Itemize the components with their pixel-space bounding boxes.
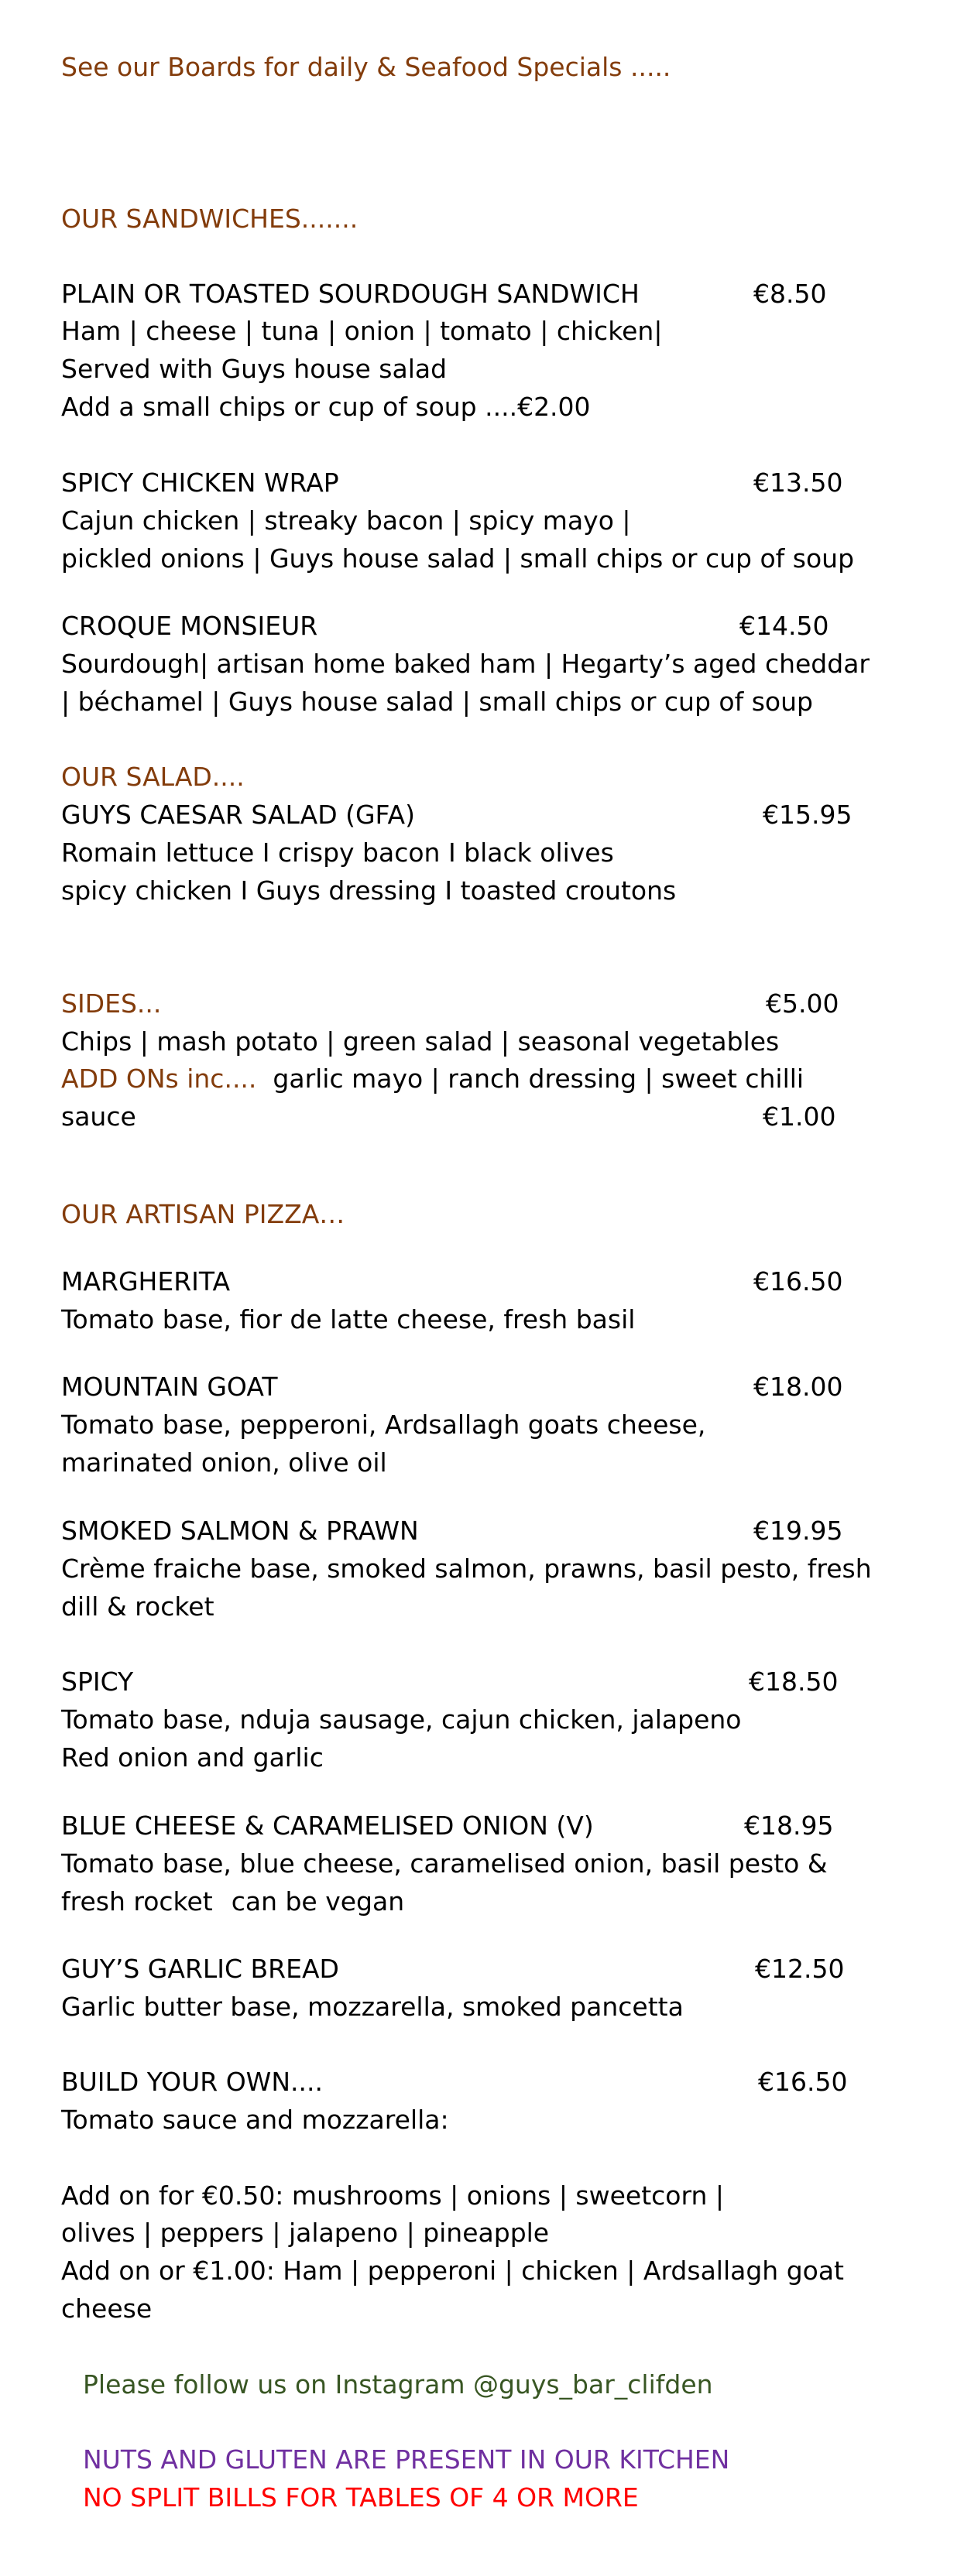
margherita-desc: Tomato base, fior de latte cheese, fresh basil	[61, 1304, 636, 1334]
sides-desc: Chips | mash potato | green salad | seasonal vegetables	[61, 1026, 780, 1057]
caesar-salad-price: €15.95	[763, 800, 853, 830]
mountain-goat-price: €18.00	[753, 1372, 843, 1402]
garlic-bread-name: GUY’S GARLIC BREAD	[61, 1954, 339, 1984]
salad-heading: OUR SALAD....	[61, 762, 245, 792]
plain-sandwich-desc-2: Served with Guys house salad	[61, 354, 448, 384]
blue-cheese-name: BLUE CHEESE & CARAMELISED ONION (V)	[61, 1810, 594, 1841]
salmon-prawn-name: SMOKED SALMON & PRAWN	[61, 1516, 419, 1546]
build-your-own-base: Tomato sauce and mozzarella:	[61, 2105, 449, 2135]
instagram-note: Please follow us on Instagram @guys_bar_clifden	[83, 2369, 713, 2400]
addons-price: €1.00	[763, 1101, 836, 1132]
garlic-bread-desc: Garlic butter base, mozzarella, smoked pancetta	[61, 1992, 684, 2022]
build-your-own-name: BUILD YOUR OWN....	[61, 2067, 323, 2097]
allergen-warning: NUTS AND GLUTEN ARE PRESENT IN OUR KITCHEN	[83, 2444, 730, 2475]
plain-sandwich-price: €8.50	[753, 279, 827, 309]
spicy-pizza-desc: Tomato base, nduja sausage, cajun chicken, jalapeno	[61, 1704, 742, 1735]
specials-note: See our Boards for daily & Seafood Specials .....	[61, 52, 671, 82]
wrap-name: SPICY CHICKEN WRAP	[61, 468, 339, 498]
wrap-desc: Cajun chicken | streaky bacon | spicy mayo |	[61, 505, 631, 536]
croque-name: CROQUE MONSIEUR	[61, 611, 318, 641]
add-on-050-text: mushrooms | onions | sweetcorn |	[283, 2180, 724, 2211]
mountain-goat-desc-2: marinated onion, olive oil	[61, 1447, 387, 1478]
margherita-name: MARGHERITA	[61, 1266, 231, 1297]
add-on-100-text-2: cheese	[61, 2293, 153, 2324]
caesar-salad-name: GUYS CAESAR SALAD (GFA)	[61, 800, 415, 830]
croque-desc: Sourdough| artisan home baked ham | Hegarty’s aged cheddar	[61, 649, 870, 679]
caesar-salad-desc: Romain lettuce I crispy bacon I black olives	[61, 838, 614, 868]
plain-sandwich-addon: Add a small chips or cup of soup ....€2.00	[61, 392, 591, 422]
salmon-prawn-desc: Crème fraiche base, smoked salmon, prawns, basil pesto, fresh	[61, 1553, 872, 1584]
add-on-050-text-2: olives | peppers | jalapeno | pineapple	[61, 2218, 550, 2248]
blue-cheese-price: €18.95	[744, 1810, 834, 1841]
blue-cheese-desc-2a: fresh rocket	[61, 1886, 213, 1917]
sandwiches-heading: OUR SANDWICHES.......	[61, 204, 358, 234]
spicy-pizza-price: €18.50	[749, 1667, 839, 1697]
blue-cheese-desc: Tomato base, blue cheese, caramelised onion, basil pesto &	[61, 1848, 828, 1879]
addons-label: ADD ONs inc....	[61, 1064, 257, 1094]
addons-text-2: sauce	[61, 1101, 136, 1132]
salmon-prawn-desc-2: dill & rocket	[61, 1591, 214, 1622]
spicy-pizza-desc-2: Red onion and garlic	[61, 1742, 324, 1773]
garlic-bread-price: €12.50	[755, 1954, 845, 1984]
spicy-pizza-name: SPICY	[61, 1667, 134, 1697]
margherita-price: €16.50	[753, 1266, 843, 1297]
sides-heading: SIDES...	[61, 988, 162, 1019]
plain-sandwich-name: PLAIN OR TOASTED SOURDOUGH SANDWICH	[61, 279, 640, 309]
wrap-desc-2: pickled onions | Guys house salad | small chips or cup of soup	[61, 543, 855, 574]
add-on-050-label: Add on for €0.50:	[61, 2180, 284, 2211]
add-on-100-label: Add on or €1.00:	[61, 2256, 275, 2286]
addons-line	[61, 1064, 804, 1094]
split-bill-warning: NO SPLIT BILLS FOR TABLES OF 4 OR MORE	[83, 2482, 639, 2513]
add-on-050-line	[61, 2180, 724, 2211]
pizza-heading: OUR ARTISAN PIZZA…	[61, 1199, 345, 1229]
wrap-price: €13.50	[753, 468, 843, 498]
mountain-goat-name: MOUNTAIN GOAT	[61, 1372, 278, 1402]
sides-price: €5.00	[766, 988, 839, 1019]
blue-cheese-desc-2	[61, 1886, 405, 1917]
mountain-goat-desc: Tomato base, pepperoni, Ardsallagh goats cheese,	[61, 1410, 706, 1440]
vegan-note: can be vegan	[231, 1886, 405, 1917]
build-your-own-price: €16.50	[758, 2067, 848, 2097]
plain-sandwich-desc: Ham | cheese | tuna | onion | tomato | chicken|	[61, 316, 663, 346]
salmon-prawn-price: €19.95	[753, 1516, 843, 1546]
addons-text: garlic mayo | ranch dressing | sweet chilli	[256, 1064, 804, 1094]
croque-price: €14.50	[739, 611, 829, 641]
add-on-100-text: Ham | pepperoni | chicken | Ardsallagh goat	[274, 2256, 844, 2286]
croque-desc-2: | béchamel | Guys house salad | small chips or cup of soup	[61, 687, 813, 717]
caesar-salad-desc-2: spicy chicken I Guys dressing I toasted croutons	[61, 875, 677, 906]
add-on-100-line	[61, 2256, 844, 2286]
